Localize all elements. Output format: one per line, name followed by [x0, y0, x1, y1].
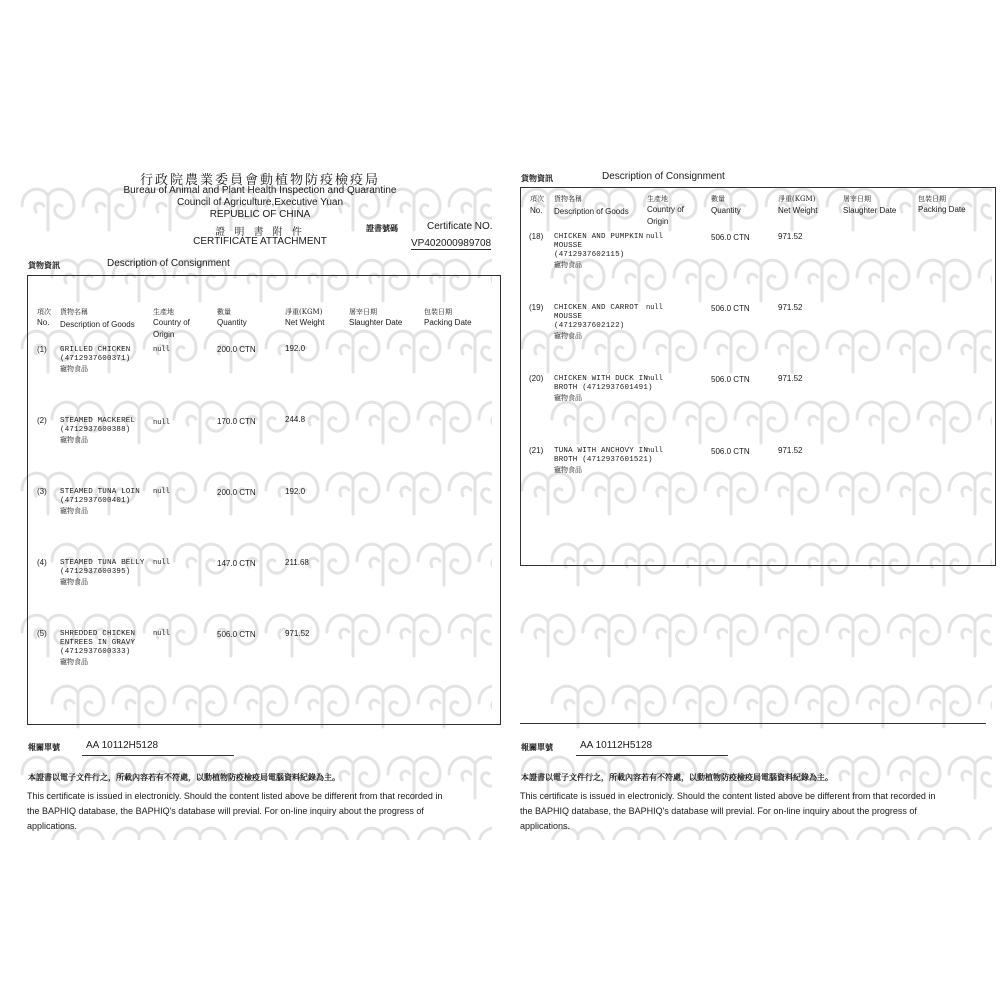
item-quantity: 200.0 CTN	[217, 345, 256, 354]
col-qty-en: Quantity	[711, 206, 741, 215]
report-no-underline	[82, 755, 234, 756]
item-net-weight: 971.52	[778, 446, 803, 455]
table-row	[529, 303, 969, 363]
item-no: (2)	[37, 416, 47, 425]
item-origin: null	[153, 559, 170, 567]
watermark-emblem-icon	[857, 828, 909, 840]
item-no: (18)	[529, 232, 544, 241]
col-slaughter-cn: 屠宰日期	[349, 308, 377, 316]
item-desc-line-3: (4712937602115)	[554, 251, 625, 259]
watermark-emblem-icon	[705, 615, 757, 656]
item-origin: null	[153, 630, 170, 638]
item-desc-line-1: STEAMED TUNA LOIN	[60, 488, 140, 496]
watermark-emblem-icon	[674, 686, 726, 727]
notice-en-line-1: This certificate is issued in electronicly. Should the content listed above be different from that recorded in	[520, 791, 936, 801]
watermark-emblem-icon	[979, 828, 992, 840]
item-desc-line-2: BROTH (4712937601491)	[554, 384, 653, 392]
item-desc-line-3: (4712937602122)	[554, 322, 625, 330]
item-desc-line-2: MOUSSE	[554, 242, 583, 250]
col-qty-cn: 數量	[217, 308, 231, 316]
consignment-label-cn: 貨物資訊	[521, 173, 553, 183]
col-desc-cn: 貨物名稱	[554, 195, 582, 203]
watermark-emblem-icon	[644, 615, 696, 656]
item-desc-cn: 寵物食品	[60, 658, 88, 666]
watermark-emblem-icon	[979, 686, 992, 727]
item-desc-cn: 寵物食品	[60, 578, 88, 586]
agency-name-en: Bureau of Animal and Plant Health Inspection and Quarantine	[123, 185, 397, 196]
item-origin: null	[646, 233, 663, 241]
col-packing-en: Packing Date	[918, 205, 966, 214]
watermark-emblem-icon	[888, 615, 940, 656]
consignment-label-en: Description of Consignment	[602, 171, 725, 182]
col-no-en: No.	[530, 206, 543, 215]
col-origin-en-2: Origin	[153, 330, 175, 339]
table-row	[529, 374, 969, 434]
item-no: (20)	[529, 374, 544, 383]
item-net-weight: 244.8	[285, 415, 306, 424]
item-desc-line-2: ENTREES IN GRAVY	[60, 639, 136, 647]
item-desc-line-2: (4712937600395)	[60, 568, 131, 576]
item-desc-cn: 寵物食品	[554, 332, 582, 340]
item-origin: null	[153, 346, 170, 354]
watermark-emblem-icon	[418, 828, 470, 840]
notice-en-line-2: the BAPHIQ database, the BAPHIQ's database will previal. For on-line inquiry about the progress of	[520, 806, 917, 816]
table-row	[37, 416, 477, 476]
item-desc-line-2: MOUSSE	[554, 313, 583, 321]
item-desc-line-1: SHREDDED CHICKEN	[60, 630, 136, 638]
watermark-emblem-icon	[735, 828, 787, 840]
col-origin-cn: 生產地	[153, 308, 174, 316]
item-desc-line-1: CHICKEN AND PUMPKIN	[554, 233, 644, 241]
item-desc-cn: 寵物食品	[554, 466, 582, 474]
consignment-label-cn: 貨物資訊	[28, 260, 60, 270]
watermark-emblem-icon	[583, 615, 635, 656]
item-quantity: 506.0 CTN	[711, 304, 750, 313]
watermark-emblem-icon	[674, 828, 726, 840]
table-row	[529, 446, 969, 506]
item-desc-line-1: CHICKEN AND CARROT	[554, 304, 639, 312]
notice-en-line-3: applications.	[27, 821, 78, 831]
report-no-label-cn: 報關單號	[521, 742, 553, 752]
item-desc-line-1: STEAMED MACKEREL	[60, 417, 136, 425]
agency-name-cn: 行政院農業委員會動植物防疫檢疫局	[139, 173, 380, 188]
item-net-weight: 971.52	[285, 629, 310, 638]
item-quantity: 147.0 CTN	[217, 559, 256, 568]
watermark-emblem-icon	[552, 686, 604, 727]
item-quantity: 506.0 CTN	[217, 630, 256, 639]
certificate-no-label: Certificate NO.	[427, 221, 493, 232]
col-weight-en: Net Weight	[285, 318, 325, 327]
item-no: (21)	[529, 446, 544, 455]
watermark-emblem-icon	[949, 615, 992, 656]
watermark-emblem-icon	[827, 615, 879, 656]
item-quantity: 506.0 CTN	[711, 447, 750, 456]
col-qty-en: Quantity	[217, 318, 247, 327]
item-desc-cn: 寵物食品	[554, 261, 582, 269]
attachment-title-cn: 證 明 書 附 件	[215, 227, 305, 238]
certificate-no-label-cn: 證書號碼	[366, 223, 398, 233]
report-no-value: AA 10112H5128	[86, 740, 159, 751]
item-desc-line-1: GRILLED CHICKEN	[60, 346, 131, 354]
country-name: REPUBLIC OF CHINA	[209, 209, 311, 220]
item-net-weight: 192.0	[285, 487, 306, 496]
watermark-emblem-icon	[479, 828, 492, 840]
item-origin: null	[153, 488, 170, 496]
col-no-cn: 項次	[530, 195, 544, 203]
watermark-emblem-icon	[357, 828, 409, 840]
item-quantity: 506.0 CTN	[711, 375, 750, 384]
item-desc-cn: 寵物食品	[60, 436, 88, 444]
certificate-page-right	[500, 0, 1000, 1000]
table-row	[37, 629, 477, 689]
watermark-emblem-icon	[235, 828, 287, 840]
watermark-emblem-icon	[796, 686, 848, 727]
attachment-title-en: CERTIFICATE ATTACHMENT	[193, 236, 327, 247]
item-origin: null	[646, 447, 663, 455]
item-no: (1)	[37, 345, 47, 354]
report-no-underline	[576, 755, 728, 756]
item-no: (4)	[37, 558, 47, 567]
col-desc-en: Description of Goods	[554, 207, 629, 216]
col-origin-en-1: Country of	[647, 205, 684, 214]
table-row	[529, 232, 969, 292]
item-no: (3)	[37, 487, 47, 496]
watermark-emblem-icon	[613, 828, 665, 840]
col-no-cn: 項次	[37, 308, 51, 316]
item-desc-line-2: BROTH (4712937601521)	[554, 456, 653, 464]
watermark-emblem-icon	[113, 828, 165, 840]
report-no-label-cn: 報關單號	[28, 742, 60, 752]
item-desc-line-2: (4712937600371)	[60, 355, 131, 363]
item-net-weight: 971.52	[778, 374, 803, 383]
watermark-emblem-icon	[522, 615, 574, 656]
col-origin-en-2: Origin	[647, 217, 669, 226]
watermark-emblem-icon	[918, 686, 970, 727]
watermark-emblem-icon	[174, 828, 226, 840]
watermark-emblem-icon	[449, 757, 492, 798]
watermark-emblem-icon	[296, 828, 348, 840]
watermark-emblem-icon	[766, 615, 818, 656]
table-row	[37, 558, 477, 618]
item-desc-cn: 寵物食品	[60, 507, 88, 515]
item-desc-line-1: TUNA WITH ANCHOVY IN	[554, 447, 649, 455]
col-qty-cn: 數量	[711, 195, 725, 203]
col-packing-cn: 包裝日期	[424, 308, 452, 316]
item-origin: null	[646, 304, 663, 312]
footer-separator	[520, 723, 986, 724]
col-weight-cn: 淨重(KGM)	[778, 195, 816, 203]
col-packing-cn: 包裝日期	[918, 195, 946, 203]
item-desc-cn: 寵物食品	[60, 365, 88, 373]
col-weight-en: Net Weight	[778, 206, 818, 215]
watermark-emblem-icon	[796, 828, 848, 840]
col-packing-en: Packing Date	[424, 318, 472, 327]
item-desc-line-2: (4712937600401)	[60, 497, 131, 505]
item-no: (19)	[529, 303, 544, 312]
notice-cn: 本證書以電子文件行之，所載內容若有不符處，以動植物防疫檢疫局電腦資料紀錄為主。	[521, 772, 833, 782]
item-net-weight: 211.68	[285, 558, 309, 567]
col-desc-en: Description of Goods	[60, 320, 135, 329]
col-weight-cn: 淨重(KGM)	[285, 308, 323, 316]
col-slaughter-en: Slaughter Date	[843, 206, 897, 215]
item-quantity: 200.0 CTN	[217, 488, 256, 497]
notice-en-line-1: This certificate is issued in electronicly. Should the content listed above be different from that recorded in	[27, 791, 443, 801]
notice-en-line-3: applications.	[520, 821, 571, 831]
consignment-label-en: Description of Consignment	[107, 258, 230, 269]
notice-cn: 本證書以電子文件行之，所載內容若有不符處，以動植物防疫檢疫局電腦資料紀錄為主。	[28, 772, 340, 782]
item-net-weight: 971.52	[778, 232, 803, 241]
table-row	[37, 345, 477, 405]
report-no-value: AA 10112H5128	[580, 740, 653, 751]
item-desc-cn: 寵物食品	[554, 394, 582, 402]
watermark-emblem-icon	[918, 828, 970, 840]
col-desc-cn: 貨物名稱	[60, 308, 88, 316]
item-no: (5)	[37, 629, 47, 638]
table-row	[37, 487, 477, 547]
item-desc-line-3: (4712937600333)	[60, 648, 131, 656]
item-net-weight: 192.0	[285, 344, 306, 353]
item-desc-line-1: STEAMED TUNA BELLY	[60, 559, 145, 567]
watermark-emblem-icon	[735, 686, 787, 727]
watermark-emblem-icon	[949, 757, 992, 798]
certificate-no-value: VP402000989708	[411, 238, 492, 249]
council-name: Council of Agriculture,Executive Yuan	[176, 197, 344, 208]
item-origin: null	[646, 375, 663, 383]
item-origin: null	[153, 419, 170, 427]
watermark-emblem-icon	[857, 686, 909, 727]
item-quantity: 170.0 CTN	[217, 417, 256, 426]
item-desc-line-1: CHICKEN WITH DUCK IN	[554, 375, 649, 383]
item-net-weight: 971.52	[778, 303, 803, 312]
col-no-en: No.	[37, 318, 50, 327]
notice-en-line-2: the BAPHIQ database, the BAPHIQ's database will previal. For on-line inquiry about the progress of	[27, 806, 424, 816]
col-origin-en-1: Country of	[153, 318, 190, 327]
watermark-emblem-icon	[613, 686, 665, 727]
col-slaughter-en: Slaughter Date	[349, 318, 403, 327]
item-quantity: 506.0 CTN	[711, 233, 750, 242]
item-desc-line-2: (4712937600388)	[60, 426, 131, 434]
col-slaughter-cn: 屠宰日期	[843, 195, 871, 203]
col-origin-cn: 生產地	[647, 195, 668, 203]
